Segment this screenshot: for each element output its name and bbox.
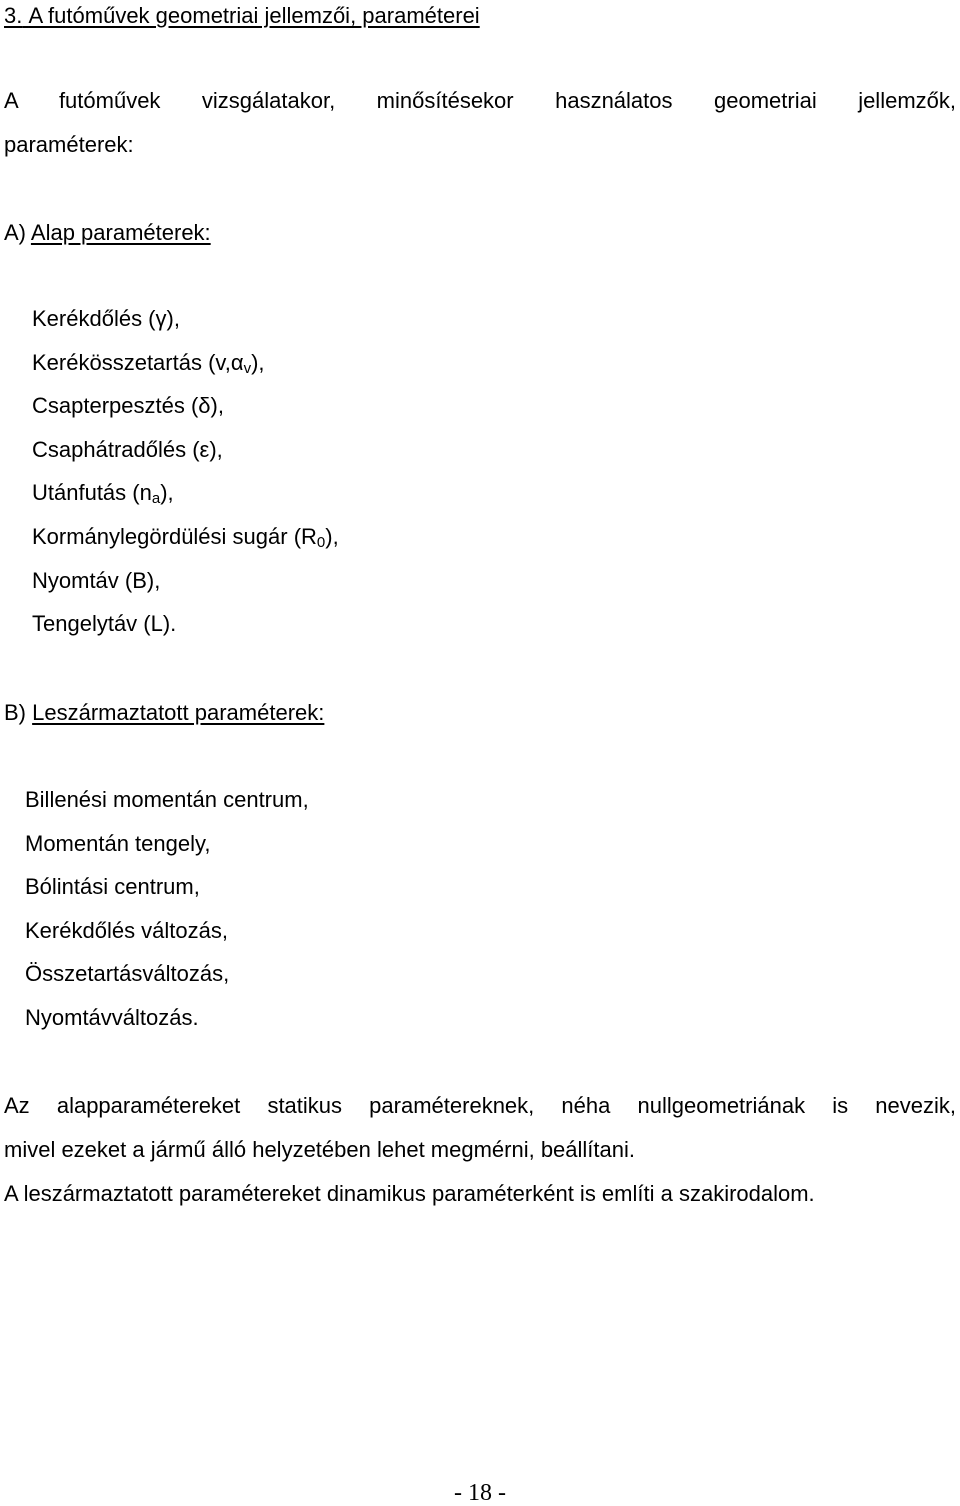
intro-line-1: A futóművek vizsgálatakor, minősítésekor használatos geometriai jellemzők, [4,88,956,113]
list-item: Momentán tengely, [25,830,211,856]
section-a-label: Alap paraméterek: [30,220,211,245]
closing-line-1: Az alapparamétereket statikus paramétereknek, néha nullgeometriának is nevezik, [4,1093,956,1118]
list-item: Csapterpesztés (δ), [32,393,224,419]
section-b-list [25,787,309,1049]
list-item: Összetartásváltozás, [25,961,230,987]
section-a-list [32,306,339,655]
list-item: Bólintási centrum, [25,874,200,900]
list-item: Utánfutás $(n_a)$, [32,480,174,508]
intro-line-2: paraméterek: [4,132,134,157]
section-heading [4,3,480,29]
list-item: Billenési momentán centrum, [25,787,309,812]
list-item: Kormánylegördülési sugár $(R_0)$, [32,523,339,551]
list-item: Kerékdőlés (γ), [32,306,180,331]
list-item: Tengelytáv (L). [32,611,177,637]
section-b-label: Leszármaztatott paraméterek: [32,700,325,725]
list-item: Kerékdőlés változás, [25,917,228,943]
page-number: - 18 - [454,1480,506,1506]
closing-line-2: mivel ezeket a jármű álló helyzetében lehet megmérni, beállítani. [4,1137,635,1162]
section-a-prefix: A) [4,220,26,245]
section-a-title [4,220,211,246]
list-item: Nyomtáv (B), [32,567,161,593]
list-item: Nyomtávváltozás. [25,1004,199,1030]
list-item: Csaphátradőlés (ε), [32,436,223,462]
section-b-prefix: B) [4,700,26,725]
list-item: Kerékösszetartás $(v,\alpha_v)$, [32,349,265,377]
section-heading-text: 3. A futóművek geometriai jellemzői, paraméterei [4,3,480,28]
closing-line-3: A leszármaztatott paramétereket dinamikus paraméterként is említi a szakirodalom. [4,1181,815,1206]
section-b-title [4,700,324,726]
